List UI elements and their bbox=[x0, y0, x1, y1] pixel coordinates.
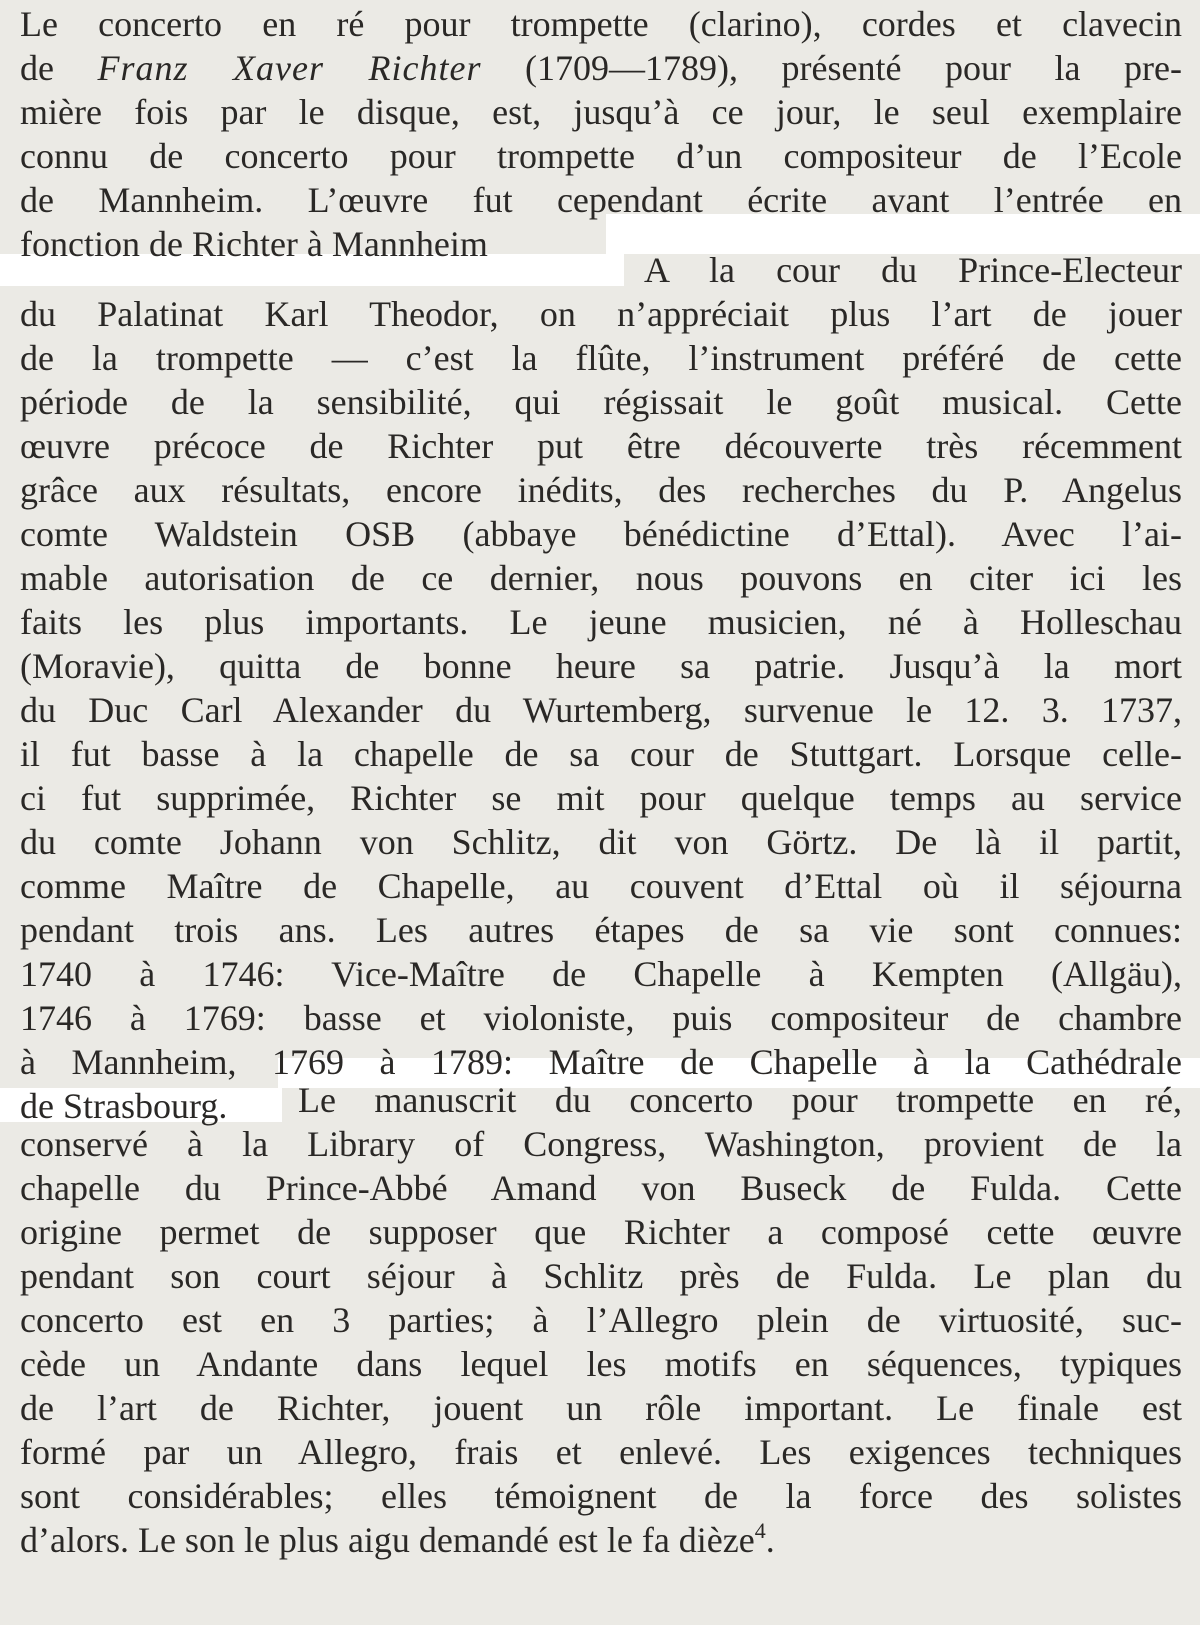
text-line: 1740 à 1746: Vice-Maître de Chapelle à Kempten (Allgäu), bbox=[20, 954, 1182, 994]
end-punctuation: . bbox=[765, 1520, 775, 1560]
text-line: Le concerto en ré pour trompette (clarino), cordes et clavecin bbox=[20, 4, 1182, 44]
text-line: de la trompette — c’est la flûte, l’instrument préféré de cette bbox=[20, 338, 1182, 378]
paragraph-1 bbox=[20, 2, 1182, 266]
text-fragment: (1709—1789), présenté pour la pre- bbox=[525, 48, 1182, 88]
text-line: ci fut supprimée, Richter se mit pour quelque temps au service bbox=[20, 778, 1182, 818]
text-line: connu de concerto pour trompette d’un compositeur de l’Ecole bbox=[20, 136, 1182, 176]
composer-name: Franz Xaver Richter bbox=[97, 48, 482, 88]
text-line: de Strasbourg. bbox=[20, 1086, 228, 1126]
text-line bbox=[20, 46, 1182, 90]
paragraph-2 bbox=[20, 248, 1182, 1128]
text-fragment: de bbox=[20, 48, 54, 88]
text-line: sont considérables; elles témoignent de la force des solistes bbox=[20, 1476, 1182, 1516]
text-line: il fut basse à la chapelle de sa cour de Stuttgart. Lorsque celle- bbox=[20, 734, 1182, 774]
paragraph-3 bbox=[20, 1078, 1182, 1562]
text-line: période de la sensibilité, qui régissait le goût musical. Cette bbox=[20, 382, 1182, 422]
text-fragment: d’alors. Le son le plus aigu demandé est le fa dièze bbox=[20, 1520, 755, 1560]
text-line: pendant son court séjour à Schlitz près de Fulda. Le plan du bbox=[20, 1256, 1182, 1296]
text-line: comte Waldstein OSB (abbaye bénédictine d’Ettal). Avec l’ai- bbox=[20, 514, 1182, 554]
text-line: faits les plus importants. Le jeune musicien, né à Holleschau bbox=[20, 602, 1182, 642]
text-line: mable autorisation de ce dernier, nous pouvons en citer ici les bbox=[20, 558, 1182, 598]
text-line: concerto est en 3 parties; à l’Allegro plein de virtuosité, suc- bbox=[20, 1300, 1182, 1340]
text-line: comme Maître de Chapelle, au couvent d’Ettal où il séjourna bbox=[20, 866, 1182, 906]
text-line: du Duc Carl Alexander du Wurtemberg, survenue le 12. 3. 1737, bbox=[20, 690, 1182, 730]
text-line: œuvre précoce de Richter put être découverte très récemment bbox=[20, 426, 1182, 466]
text-line: fonction de Richter à Mannheim bbox=[20, 224, 488, 264]
text-line: origine permet de supposer que Richter a composé cette œuvre bbox=[20, 1212, 1182, 1252]
text-line: 1746 à 1769: basse et violoniste, puis compositeur de chambre bbox=[20, 998, 1182, 1038]
text-line: formé par un Allegro, frais et enlevé. Les exigences techniques bbox=[20, 1432, 1182, 1472]
text-line: de Mannheim. L’œuvre fut cependant écrite avant l’entrée en bbox=[20, 180, 1182, 220]
text-line: Le manuscrit du concerto pour trompette en ré, bbox=[298, 1080, 1182, 1120]
text-line: (Moravie), quitta de bonne heure sa patrie. Jusqu’à la mort bbox=[20, 646, 1182, 686]
text-line: à Mannheim, 1769 à 1789: Maître de Chapelle à la Cathédrale bbox=[20, 1042, 1182, 1082]
text-line: grâce aux résultats, encore inédits, des recherches du P. Angelus bbox=[20, 470, 1182, 510]
text-line: cède un Andante dans lequel les motifs en séquences, typiques bbox=[20, 1344, 1182, 1384]
text-line: conservé à la Library of Congress, Washington, provient de la bbox=[20, 1124, 1182, 1164]
text-line bbox=[20, 1518, 1182, 1562]
text-line: du comte Johann von Schlitz, dit von Görtz. De là il partit, bbox=[20, 822, 1182, 862]
text-line: pendant trois ans. Les autres étapes de sa vie sont connues: bbox=[20, 910, 1182, 950]
text-line: A la cour du Prince-Electeur bbox=[644, 250, 1182, 290]
text-line: mière fois par le disque, est, jusqu’à ce jour, le seul exemplaire bbox=[20, 92, 1182, 132]
text-line: chapelle du Prince-Abbé Amand von Buseck de Fulda. Cette bbox=[20, 1168, 1182, 1208]
footnote-marker: 4 bbox=[754, 1518, 766, 1543]
text-line: du Palatinat Karl Theodor, on n’appréciait plus l’art de jouer bbox=[20, 294, 1182, 334]
text-line: de l’art de Richter, jouent un rôle important. Le finale est bbox=[20, 1388, 1182, 1428]
